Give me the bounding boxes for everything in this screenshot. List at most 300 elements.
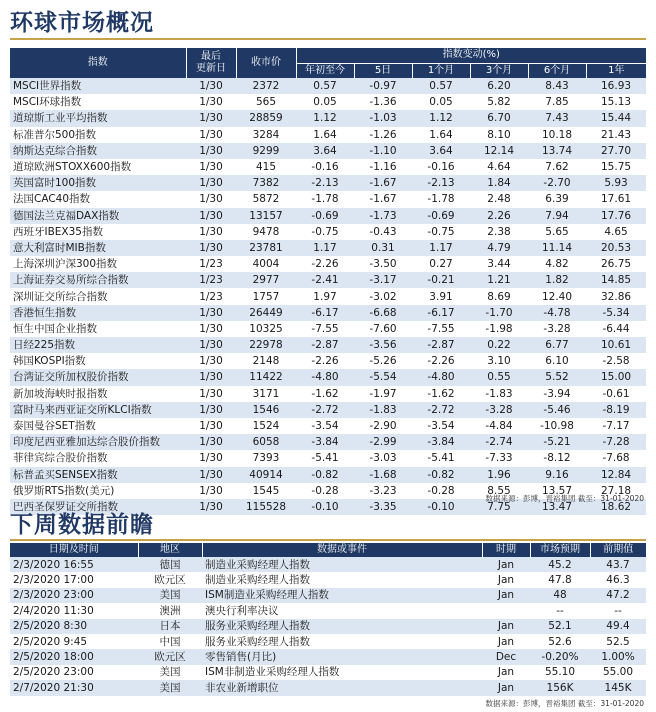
table-row <box>10 467 646 483</box>
change-ytd: -4.80 <box>296 369 354 385</box>
change-6m: 5.52 <box>528 369 586 385</box>
last-update-date: 1/30 <box>186 305 236 321</box>
last-update-date: 1/30 <box>186 224 236 240</box>
change-5d: -6.68 <box>354 305 412 321</box>
last-update-date: 1/30 <box>186 127 236 143</box>
table-row <box>10 418 646 434</box>
event-previous: 52.5 <box>590 634 646 649</box>
last-update-date: 1/30 <box>186 369 236 385</box>
change-1y: 32.86 <box>586 288 646 304</box>
change-1y: -7.68 <box>586 450 646 466</box>
change-1m: 1.64 <box>412 127 470 143</box>
change-6m: 7.94 <box>528 208 586 224</box>
last-update-date: 1/30 <box>186 240 236 256</box>
last-update-date: 1/30 <box>186 321 236 337</box>
change-1m: -1.78 <box>412 191 470 207</box>
close-value: 4004 <box>236 256 296 272</box>
last-update-date: 1/30 <box>186 353 236 369</box>
event-region: 澳洲 <box>138 603 202 618</box>
change-1m: -0.75 <box>412 224 470 240</box>
index-name: 巴西圣保罗证交所指数 <box>10 499 186 515</box>
change-3m: 8.10 <box>470 127 528 143</box>
table-row <box>10 557 646 572</box>
change-ytd: -2.87 <box>296 337 354 353</box>
index-name: 富时马来西亚证交所KLCI指数 <box>10 402 186 418</box>
table-row <box>10 450 646 466</box>
index-name: 道琼斯工业平均指数 <box>10 110 186 126</box>
index-name: 台湾证交所加权股价指数 <box>10 369 186 385</box>
change-5d: -1.67 <box>354 191 412 207</box>
event-forecast: 156K <box>530 680 590 695</box>
change-5d: -5.54 <box>354 369 412 385</box>
header-previous: 前期值 <box>590 543 646 557</box>
change-6m: 13.74 <box>528 143 586 159</box>
header-close: 收市价 <box>236 48 296 78</box>
event-period: Jan <box>482 634 530 649</box>
table-row <box>10 634 646 649</box>
change-ytd: 0.05 <box>296 94 354 110</box>
change-5d: -1.97 <box>354 386 412 402</box>
change-1m: -0.28 <box>412 483 470 499</box>
change-ytd: -0.16 <box>296 159 354 175</box>
index-name: 纳斯达克综合指数 <box>10 143 186 159</box>
close-value: 2977 <box>236 272 296 288</box>
change-5d: -1.68 <box>354 467 412 483</box>
change-1y: 27.18 <box>586 483 646 499</box>
index-name: 香港恒生指数 <box>10 305 186 321</box>
table-row <box>10 665 646 680</box>
table-row <box>10 256 646 272</box>
change-6m: 4.82 <box>528 256 586 272</box>
header-event: 数据或事件 <box>202 543 482 557</box>
table-row <box>10 353 646 369</box>
index-name: 意大利富时MIB指数 <box>10 240 186 256</box>
change-1m: -2.26 <box>412 353 470 369</box>
header-region: 地区 <box>138 543 202 557</box>
change-3m: 3.10 <box>470 353 528 369</box>
change-3m: 0.55 <box>470 369 528 385</box>
last-update-date: 1/30 <box>186 78 236 94</box>
change-1y: -6.44 <box>586 321 646 337</box>
change-ytd: -3.84 <box>296 434 354 450</box>
event-datetime: 2/5/2020 8:30 <box>10 619 138 634</box>
event-previous: -- <box>590 603 646 618</box>
table-row <box>10 127 646 143</box>
change-5d: -3.17 <box>354 272 412 288</box>
change-1m: -5.41 <box>412 450 470 466</box>
change-ytd: 1.12 <box>296 110 354 126</box>
change-1y: 15.75 <box>586 159 646 175</box>
last-update-date: 1/30 <box>186 94 236 110</box>
change-6m: 12.40 <box>528 288 586 304</box>
header-last-update: 最后 更新日 <box>186 48 236 78</box>
change-5d: -3.56 <box>354 337 412 353</box>
table-row <box>10 337 646 353</box>
change-ytd: 0.57 <box>296 78 354 94</box>
close-value: 5872 <box>236 191 296 207</box>
change-6m: 6.10 <box>528 353 586 369</box>
change-ytd: -2.72 <box>296 402 354 418</box>
event-forecast: -- <box>530 603 590 618</box>
event-region: 美国 <box>138 588 202 603</box>
close-value: 10325 <box>236 321 296 337</box>
change-1y: 17.61 <box>586 191 646 207</box>
last-update-date: 1/30 <box>186 143 236 159</box>
change-1m: -1.62 <box>412 386 470 402</box>
change-3m: 6.70 <box>470 110 528 126</box>
change-1y: 4.65 <box>586 224 646 240</box>
change-3m: 1.21 <box>470 272 528 288</box>
change-1y: 12.84 <box>586 467 646 483</box>
change-3m: -1.70 <box>470 305 528 321</box>
section-title-week-ahead: 下周数据前瞻 <box>10 512 154 538</box>
header-6m: 6个月 <box>528 63 586 78</box>
table-row <box>10 402 646 418</box>
change-1m: -0.82 <box>412 467 470 483</box>
close-value: 22978 <box>236 337 296 353</box>
change-6m: -10.98 <box>528 418 586 434</box>
change-6m: 6.77 <box>528 337 586 353</box>
change-1m: -6.17 <box>412 305 470 321</box>
event-name: 服务业采购经理人指数 <box>202 619 482 634</box>
change-5d: 0.31 <box>354 240 412 256</box>
change-3m: 8.55 <box>470 483 528 499</box>
event-datetime: 2/5/2020 18:00 <box>10 649 138 664</box>
close-value: 1757 <box>236 288 296 304</box>
change-6m: -3.28 <box>528 321 586 337</box>
change-3m: 8.69 <box>470 288 528 304</box>
change-1y: 21.43 <box>586 127 646 143</box>
table-row <box>10 603 646 618</box>
event-name: 澳央行利率决议 <box>202 603 482 618</box>
change-3m: 2.38 <box>470 224 528 240</box>
index-name: MSCI世界指数 <box>10 78 186 94</box>
change-5d: -1.26 <box>354 127 412 143</box>
change-6m: 10.18 <box>528 127 586 143</box>
change-3m: -4.84 <box>470 418 528 434</box>
header-ytd: 年初至今 <box>296 63 354 78</box>
index-name: 道琼欧洲STOXX600指数 <box>10 159 186 175</box>
table-row <box>10 572 646 587</box>
last-update-date: 1/30 <box>186 110 236 126</box>
index-name: 德国法兰克福DAX指数 <box>10 208 186 224</box>
change-3m: 2.48 <box>470 191 528 207</box>
last-update-date: 1/30 <box>186 467 236 483</box>
last-update-date: 1/30 <box>186 208 236 224</box>
table-row <box>10 175 646 191</box>
change-6m: 7.62 <box>528 159 586 175</box>
change-5d: -0.43 <box>354 224 412 240</box>
event-datetime: 2/3/2020 17:00 <box>10 572 138 587</box>
table-row <box>10 680 646 695</box>
change-1m: 1.17 <box>412 240 470 256</box>
change-5d: -1.36 <box>354 94 412 110</box>
close-value: 7393 <box>236 450 296 466</box>
event-period: Jan <box>482 557 530 572</box>
close-value: 2148 <box>236 353 296 369</box>
change-1y: 10.61 <box>586 337 646 353</box>
index-name: 英国富时100指数 <box>10 175 186 191</box>
change-ytd: -0.10 <box>296 499 354 515</box>
change-ytd: -1.62 <box>296 386 354 402</box>
index-name: 韩国KOSPI指数 <box>10 353 186 369</box>
table-row <box>10 649 646 664</box>
change-ytd: -2.26 <box>296 353 354 369</box>
change-ytd: 1.64 <box>296 127 354 143</box>
change-1m: -2.72 <box>412 402 470 418</box>
change-1y: 20.53 <box>586 240 646 256</box>
last-update-date: 1/30 <box>186 450 236 466</box>
index-name: 印度尼西亚雅加达综合股价指数 <box>10 434 186 450</box>
change-5d: -2.90 <box>354 418 412 434</box>
header-index: 指数 <box>10 48 186 78</box>
last-update-date: 1/30 <box>186 402 236 418</box>
change-1m: 1.12 <box>412 110 470 126</box>
close-value: 13157 <box>236 208 296 224</box>
table-row <box>10 369 646 385</box>
close-value: 26449 <box>236 305 296 321</box>
header-5d: 5日 <box>354 63 412 78</box>
index-name: 恒生中国企业指数 <box>10 321 186 337</box>
header-1m: 1个月 <box>412 63 470 78</box>
index-name: 日经225指数 <box>10 337 186 353</box>
header-forecast: 市场预期 <box>530 543 590 557</box>
change-ytd: -2.41 <box>296 272 354 288</box>
close-value: 415 <box>236 159 296 175</box>
change-1y: 15.13 <box>586 94 646 110</box>
change-1m: -7.55 <box>412 321 470 337</box>
last-update-date: 1/30 <box>186 386 236 402</box>
event-previous: 145K <box>590 680 646 695</box>
index-name: 新加坡海峡时报指数 <box>10 386 186 402</box>
change-6m: -4.78 <box>528 305 586 321</box>
change-ytd: -2.13 <box>296 175 354 191</box>
change-3m: 5.82 <box>470 94 528 110</box>
change-3m: 4.79 <box>470 240 528 256</box>
table-row <box>10 159 646 175</box>
change-6m: 8.43 <box>528 78 586 94</box>
last-update-date: 1/23 <box>186 288 236 304</box>
change-5d: -5.26 <box>354 353 412 369</box>
change-3m: 1.84 <box>470 175 528 191</box>
event-forecast: 52.6 <box>530 634 590 649</box>
event-name: 制造业采购经理人指数 <box>202 557 482 572</box>
last-update-date: 1/30 <box>186 483 236 499</box>
change-5d: -7.60 <box>354 321 412 337</box>
market-overview-table <box>10 48 646 515</box>
change-5d: -1.73 <box>354 208 412 224</box>
event-forecast: 48 <box>530 588 590 603</box>
week-ahead-table <box>10 543 646 696</box>
table-row <box>10 272 646 288</box>
change-1y: -7.28 <box>586 434 646 450</box>
source-note: 数据来源：彭博，晋裕集团 截至：31-01-2020 <box>485 699 644 708</box>
close-value: 1546 <box>236 402 296 418</box>
change-1y: 26.75 <box>586 256 646 272</box>
change-1y: 14.85 <box>586 272 646 288</box>
change-6m: 7.85 <box>528 94 586 110</box>
event-name: 制造业采购经理人指数 <box>202 572 482 587</box>
event-period: Jan <box>482 680 530 695</box>
event-region: 德国 <box>138 557 202 572</box>
event-region: 中国 <box>138 634 202 649</box>
event-previous: 1.00% <box>590 649 646 664</box>
change-3m: 1.96 <box>470 467 528 483</box>
change-5d: -1.16 <box>354 159 412 175</box>
event-forecast: 45.2 <box>530 557 590 572</box>
change-3m: -3.28 <box>470 402 528 418</box>
close-value: 115528 <box>236 499 296 515</box>
change-1m: -2.13 <box>412 175 470 191</box>
change-5d: -3.35 <box>354 499 412 515</box>
event-period <box>482 603 530 618</box>
event-region: 欧元区 <box>138 649 202 664</box>
change-6m: 1.82 <box>528 272 586 288</box>
change-3m: 3.44 <box>470 256 528 272</box>
index-name: 标普孟买SENSEX指数 <box>10 467 186 483</box>
header-3m: 3个月 <box>470 63 528 78</box>
table-row <box>10 224 646 240</box>
change-ytd: -0.28 <box>296 483 354 499</box>
change-5d: -3.02 <box>354 288 412 304</box>
change-ytd: 1.97 <box>296 288 354 304</box>
event-previous: 49.4 <box>590 619 646 634</box>
change-5d: -3.03 <box>354 450 412 466</box>
change-1y: 16.93 <box>586 78 646 94</box>
event-datetime: 2/5/2020 23:00 <box>10 665 138 680</box>
change-5d: -0.97 <box>354 78 412 94</box>
close-value: 565 <box>236 94 296 110</box>
last-update-date: 1/30 <box>186 175 236 191</box>
close-value: 6058 <box>236 434 296 450</box>
change-5d: -1.03 <box>354 110 412 126</box>
change-ytd: -2.26 <box>296 256 354 272</box>
event-datetime: 2/7/2020 21:30 <box>10 680 138 695</box>
change-1m: 0.57 <box>412 78 470 94</box>
change-5d: -3.50 <box>354 256 412 272</box>
change-6m: 13.57 <box>528 483 586 499</box>
section-divider <box>10 539 646 541</box>
change-1m: -2.87 <box>412 337 470 353</box>
change-3m: 4.64 <box>470 159 528 175</box>
change-1y: -2.58 <box>586 353 646 369</box>
last-update-date: 1/30 <box>186 191 236 207</box>
change-3m: -7.33 <box>470 450 528 466</box>
change-1y: -0.61 <box>586 386 646 402</box>
event-region: 日本 <box>138 619 202 634</box>
close-value: 1524 <box>236 418 296 434</box>
change-1y: 15.00 <box>586 369 646 385</box>
header-1y: 1年 <box>586 63 646 78</box>
change-1m: 3.91 <box>412 288 470 304</box>
event-datetime: 2/4/2020 11:30 <box>10 603 138 618</box>
last-update-date: 1/30 <box>186 499 236 515</box>
change-5d: -1.10 <box>354 143 412 159</box>
last-update-date: 1/23 <box>186 256 236 272</box>
change-3m: -1.83 <box>470 386 528 402</box>
table-row <box>10 588 646 603</box>
header-period: 时期 <box>482 543 530 557</box>
event-previous: 55.00 <box>590 665 646 680</box>
table-row <box>10 78 646 94</box>
table-row <box>10 434 646 450</box>
close-value: 11422 <box>236 369 296 385</box>
header-datetime: 日期及时间 <box>10 543 138 557</box>
index-name: 深圳证交所综合指数 <box>10 288 186 304</box>
change-6m: -8.12 <box>528 450 586 466</box>
close-value: 3171 <box>236 386 296 402</box>
change-ytd: 1.17 <box>296 240 354 256</box>
last-update-date: 1/23 <box>186 272 236 288</box>
event-period: Jan <box>482 572 530 587</box>
change-ytd: -6.17 <box>296 305 354 321</box>
change-6m: -5.21 <box>528 434 586 450</box>
index-name: 法国CAC40指数 <box>10 191 186 207</box>
close-value: 1545 <box>236 483 296 499</box>
event-previous: 46.3 <box>590 572 646 587</box>
change-6m: -5.46 <box>528 402 586 418</box>
table-row <box>10 191 646 207</box>
last-update-date: 1/30 <box>186 418 236 434</box>
change-ytd: -1.78 <box>296 191 354 207</box>
close-value: 2372 <box>236 78 296 94</box>
index-name: 俄罗斯RTS指数(美元) <box>10 483 186 499</box>
change-6m: 11.14 <box>528 240 586 256</box>
source-note: 数据来源：彭博，晋裕集团 截至：31-01-2020 <box>485 494 644 503</box>
change-ytd: -5.41 <box>296 450 354 466</box>
change-ytd: -7.55 <box>296 321 354 337</box>
change-3m: -1.98 <box>470 321 528 337</box>
index-name: 西班牙IBEX35指数 <box>10 224 186 240</box>
change-ytd: -3.54 <box>296 418 354 434</box>
change-3m: 2.26 <box>470 208 528 224</box>
change-5d: -1.67 <box>354 175 412 191</box>
change-3m: 6.20 <box>470 78 528 94</box>
change-1y: 17.76 <box>586 208 646 224</box>
change-6m: 5.65 <box>528 224 586 240</box>
event-datetime: 2/3/2020 23:00 <box>10 588 138 603</box>
change-1y: -7.17 <box>586 418 646 434</box>
event-datetime: 2/5/2020 9:45 <box>10 634 138 649</box>
change-6m: -3.94 <box>528 386 586 402</box>
index-name: MSCI环球指数 <box>10 94 186 110</box>
change-1m: -0.16 <box>412 159 470 175</box>
change-1y: 27.70 <box>586 143 646 159</box>
event-period: Jan <box>482 588 530 603</box>
change-1m: 3.64 <box>412 143 470 159</box>
close-value: 7382 <box>236 175 296 191</box>
close-value: 9478 <box>236 224 296 240</box>
last-update-date: 1/30 <box>186 159 236 175</box>
change-ytd: -0.69 <box>296 208 354 224</box>
table-row <box>10 143 646 159</box>
table-row <box>10 110 646 126</box>
change-1y: -8.19 <box>586 402 646 418</box>
change-1m: -0.69 <box>412 208 470 224</box>
change-1y: 5.93 <box>586 175 646 191</box>
change-3m: -2.74 <box>470 434 528 450</box>
close-value: 40914 <box>236 467 296 483</box>
change-6m: 6.39 <box>528 191 586 207</box>
table-row <box>10 305 646 321</box>
change-5d: -2.99 <box>354 434 412 450</box>
section-title-market-overview: 环球市场概况 <box>10 10 154 36</box>
change-ytd: -0.75 <box>296 224 354 240</box>
index-name: 泰国曼谷SET指数 <box>10 418 186 434</box>
change-1m: -3.84 <box>412 434 470 450</box>
table-row <box>10 619 646 634</box>
change-5d: -1.83 <box>354 402 412 418</box>
